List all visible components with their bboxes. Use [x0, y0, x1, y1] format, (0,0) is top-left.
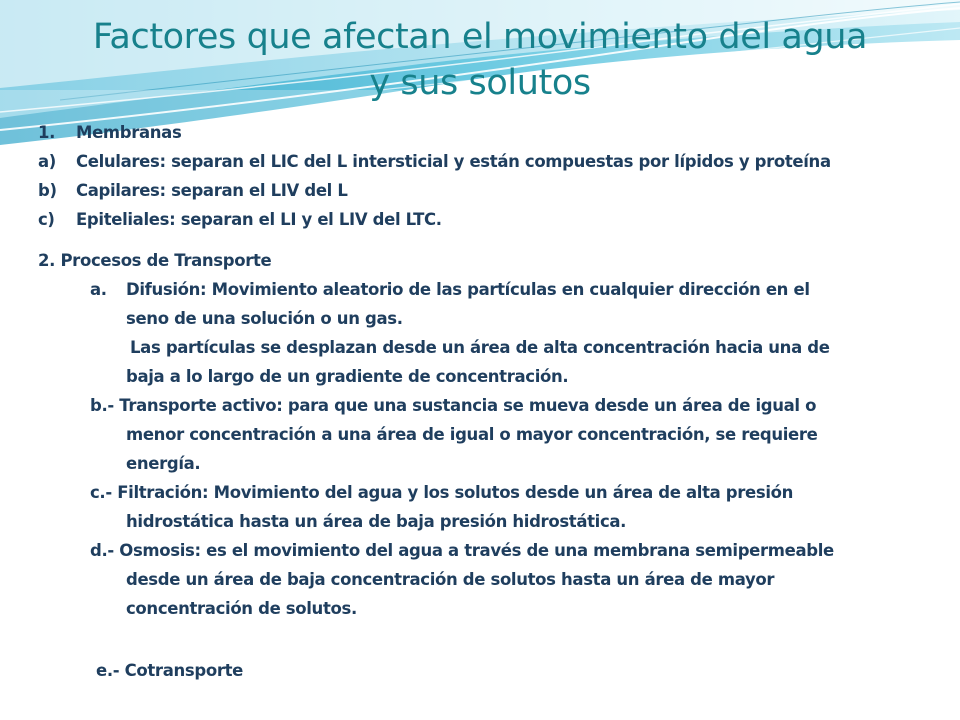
section-1-heading [38, 118, 938, 147]
process-d-line-2: desde un área de baja concentración de solutos hasta un área de mayor [126, 570, 775, 589]
process-b-line-3: energía. [126, 454, 201, 473]
process-c-line-2: hidrostática hasta un área de baja presión hidrostática. [126, 512, 627, 531]
slide-title-line-2: y sus solutos [369, 63, 591, 103]
section-2-heading: 2. Procesos de Transporte [38, 251, 272, 270]
process-b-line-1: b.- Transporte activo: para que una sustancia se mueva desde un área de igual o [90, 396, 817, 415]
membrane-item-b-text: Capilares: separan el LIV del L [76, 181, 348, 200]
list-marker: c) [38, 210, 55, 229]
membrane-item-a [38, 147, 938, 176]
process-a-line-3: Las partículas se desplazan desde un área de alta concentración hacia una de [130, 338, 830, 357]
process-a-line-1 [38, 275, 938, 304]
process-e-line: e.- Cotransporte [96, 661, 243, 680]
process-d-line-3: concentración de solutos. [126, 599, 357, 618]
membrane-item-a-text: Celulares: separan el LIC del L intersticial y están compuestas por lípidos y proteína [76, 152, 831, 171]
spacer [38, 623, 938, 656]
process-a-line-2: seno de una solución o un gas. [126, 309, 403, 328]
slide-title [0, 14, 960, 106]
list-marker: a. [90, 280, 107, 299]
process-d-line-1: d.- Osmosis: es el movimiento del agua a través de una membrana semipermeable [90, 541, 834, 560]
list-marker: 1. [38, 123, 56, 142]
list-marker: a) [38, 152, 56, 171]
list-marker: b) [38, 181, 57, 200]
process-a-line-4: baja a lo largo de un gradiente de concentración. [126, 367, 569, 386]
membrane-item-c-text: Epiteliales: separan el LI y el LIV del LTC. [76, 210, 442, 229]
slide-body [38, 118, 938, 685]
membrane-item-b [38, 176, 938, 205]
section-1-heading-text: Membranas [76, 123, 182, 142]
process-b-line-2: menor concentración a una área de igual o mayor concentración, se requiere [126, 425, 818, 444]
process-c-line-1: c.- Filtración: Movimiento del agua y los solutos desde un área de alta presión [90, 483, 794, 502]
process-a-text-1: Difusión: Movimiento aleatorio de las partículas en cualquier dirección en el [126, 280, 810, 299]
slide-title-line-1: Factores que afectan el movimiento del agua [92, 17, 868, 57]
membrane-item-c [38, 205, 938, 234]
